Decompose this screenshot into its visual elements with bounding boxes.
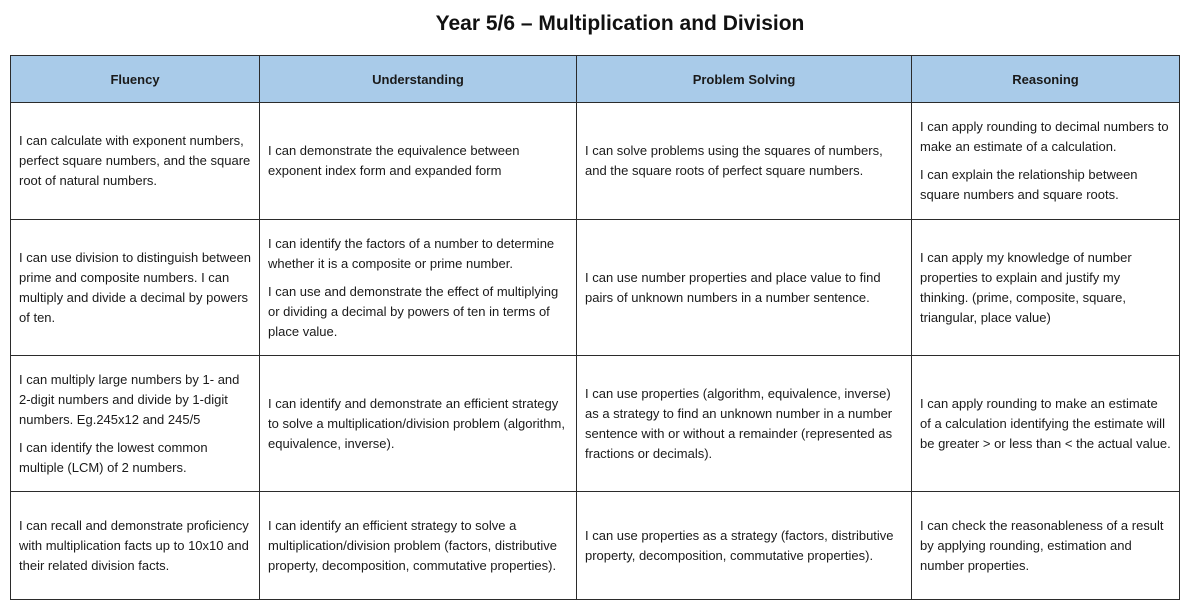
cell-fluency xyxy=(11,356,260,492)
header-understanding: Understanding xyxy=(260,56,577,103)
cell-understanding xyxy=(260,103,577,220)
cell-fluency xyxy=(11,220,260,356)
cell-text: I can use number properties and place value to find pairs of unknown numbers in a number sentence. xyxy=(585,269,881,305)
cell-text: I can recall and demonstrate proficiency with multiplication facts up to 10x10 and their related division facts. xyxy=(19,517,249,573)
header-reasoning: Reasoning xyxy=(912,56,1180,103)
cell-problem-solving xyxy=(577,356,912,492)
table-header-row xyxy=(11,56,1180,103)
cell-reasoning xyxy=(912,103,1180,220)
table-row xyxy=(11,103,1180,220)
cell-text: I can use properties as a strategy (factors, distributive property, decomposition, commutative properties). xyxy=(585,527,894,563)
cell-text: I can identify and demonstrate an efficient strategy to solve a multiplication/division problem (algorithm, equivalence, inverse). xyxy=(268,395,565,451)
cell-text: I can explain the relationship between square numbers and square roots. xyxy=(920,167,1138,202)
table-row xyxy=(11,220,1180,356)
header-problem-solving: Problem Solving xyxy=(577,56,912,103)
cell-problem-solving xyxy=(577,103,912,220)
cell-text: I can identify the factors of a number to determine whether it is a composite or prime number. xyxy=(268,235,555,271)
cell-problem-solving xyxy=(577,492,912,600)
cell-text: I can identify an efficient strategy to solve a multiplication/division problem (factors, distributive property, decomposition, commutative properties). xyxy=(268,517,558,573)
learning-outcomes-table xyxy=(10,55,1180,600)
cell-problem-solving xyxy=(577,220,912,356)
cell-text: I can apply my knowledge of number properties to explain and justify my thinking. (prime, composite, square, triangular, place value) xyxy=(920,249,1132,325)
cell-text: I can identify the lowest common multiple (LCM) of 2 numbers. xyxy=(19,439,208,475)
cell-fluency xyxy=(11,103,260,220)
cell-text: I can apply rounding to decimal numbers to make an estimate of a calculation. xyxy=(920,119,1169,154)
cell-text: I can use properties (algorithm, equivalence, inverse) as a strategy to find an unknown number in a number sentence with or without a remainder (represented as fractions or decimals). xyxy=(585,385,893,461)
cell-text: I can solve problems using the squares of numbers, and the square roots of perfect square numbers. xyxy=(585,143,883,178)
cell-reasoning xyxy=(912,356,1180,492)
cell-text: I can check the reasonableness of a result by applying rounding, estimation and number properties. xyxy=(920,517,1164,573)
cell-text: I can demonstrate the equivalence between exponent index form and expanded form xyxy=(268,143,520,178)
cell-text: I can calculate with exponent numbers, perfect square numbers, and the square root of natural numbers. xyxy=(19,133,251,188)
cell-reasoning xyxy=(912,220,1180,356)
table-row xyxy=(11,492,1180,600)
page-title: Year 5/6 – Multiplication and Division xyxy=(435,12,805,35)
cell-understanding xyxy=(260,356,577,492)
cell-reasoning xyxy=(912,492,1180,600)
cell-text: I can use and demonstrate the effect of multiplying or dividing a decimal by powers of ten in terms of place value. xyxy=(268,283,559,339)
cell-text: I can use division to distinguish between prime and composite numbers. I can multiply and divide a decimal by powers of ten. xyxy=(19,249,251,325)
cell-fluency xyxy=(11,492,260,600)
table-row xyxy=(11,356,1180,492)
cell-understanding xyxy=(260,492,577,600)
cell-understanding xyxy=(260,220,577,356)
cell-text: I can apply rounding to make an estimate of a calculation identifying the estimate will be greater > or less than < the actual value. xyxy=(920,395,1171,451)
cell-text: I can multiply large numbers by 1- and 2-digit numbers and divide by 1-digit numbers. Eg.245x12 and 245/5 xyxy=(19,371,240,427)
header-fluency: Fluency xyxy=(11,56,260,103)
